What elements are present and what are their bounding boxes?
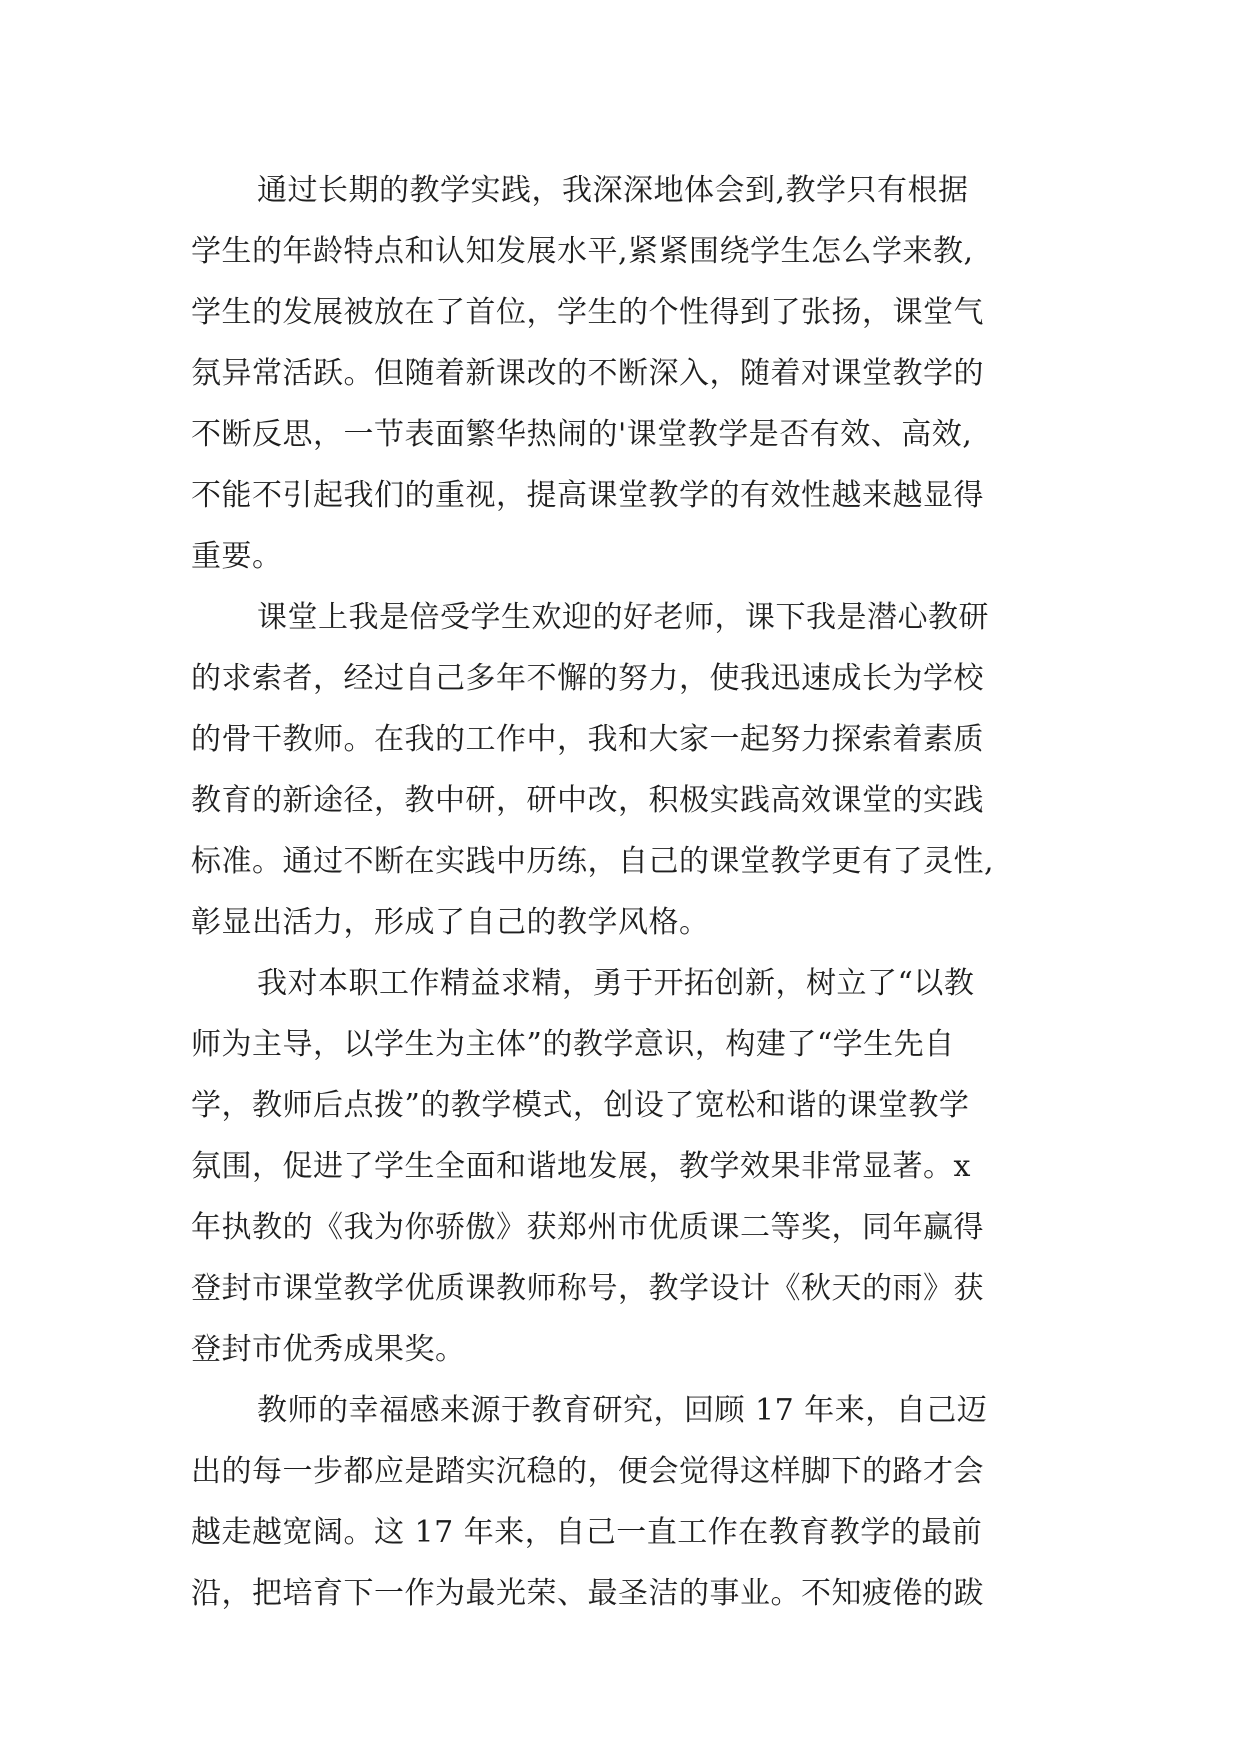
paragraph-4 [191, 1380, 1071, 1624]
text-line: 沿，把培育下一作为最光荣、最圣洁的事业。不知疲倦的跋 [191, 1576, 984, 1611]
text-line: 师为主导，以学生为主体”的教学意识，构建了“学生先自 [191, 1027, 955, 1062]
text-line: 标准。通过不断在实践中历练，自己的课堂教学更有了灵性, [191, 844, 995, 879]
paragraph-3 [191, 953, 1071, 1380]
text-line: 通过长期的教学实践，我深深地体会到,教学只有根据 [257, 173, 969, 208]
text-line: 教师的幸福感来源于教育研究，回顾 17 年来，自己迈 [257, 1393, 988, 1428]
text-line: 氛异常活跃。但随着新课改的不断深入，随着对课堂教学的 [191, 356, 984, 391]
document-body [191, 160, 1071, 1624]
text-line: 越走越宽阔。这 17 年来，自己一直工作在教育教学的最前 [191, 1515, 983, 1550]
text-line: 课堂上我是倍受学生欢迎的好老师，课下我是潜心教研 [257, 600, 989, 635]
text-line: 学生的发展被放在了首位，学生的个性得到了张扬，课堂气 [191, 295, 984, 330]
text-line: 登封市课堂教学优质课教师称号，教学设计《秋天的雨》获 [191, 1271, 984, 1306]
paragraph-1 [191, 160, 1071, 587]
text-line: 彰显出活力，形成了自己的教学风格。 [191, 905, 710, 940]
text-line: 出的每一步都应是踏实沉稳的，便会觉得这样脚下的路才会 [191, 1454, 984, 1489]
text-line: 教育的新途径，教中研，研中改，积极实践高效课堂的实践 [191, 783, 984, 818]
text-line: 学生的年龄特点和认知发展水平,紧紧围绕学生怎么学来教, [191, 234, 974, 269]
text-line: 学，教师后点拨”的教学模式，创设了宽松和谐的课堂教学 [191, 1088, 970, 1123]
paragraph-2 [191, 587, 1071, 953]
text-line: 不能不引起我们的重视，提高课堂教学的有效性越来越显得 [191, 478, 984, 513]
text-line: 重要。 [191, 539, 283, 574]
text-line: 氛围，促进了学生全面和谐地发展，教学效果非常显著。x [191, 1149, 971, 1184]
text-line: 的骨干教师。在我的工作中，我和大家一起努力探索着素质 [191, 722, 984, 757]
text-line: 年执教的《我为你骄傲》获郑州市优质课二等奖，同年赢得 [191, 1210, 984, 1245]
text-line: 登封市优秀成果奖。 [191, 1332, 466, 1367]
text-line: 我对本职工作精益求精，勇于开拓创新，树立了“以教 [257, 966, 975, 1001]
text-line: 的求索者，经过自己多年不懈的努力，使我迅速成长为学校 [191, 661, 984, 696]
text-line: 不断反思，一节表面繁华热闹的'课堂教学是否有效、高效, [191, 417, 973, 452]
